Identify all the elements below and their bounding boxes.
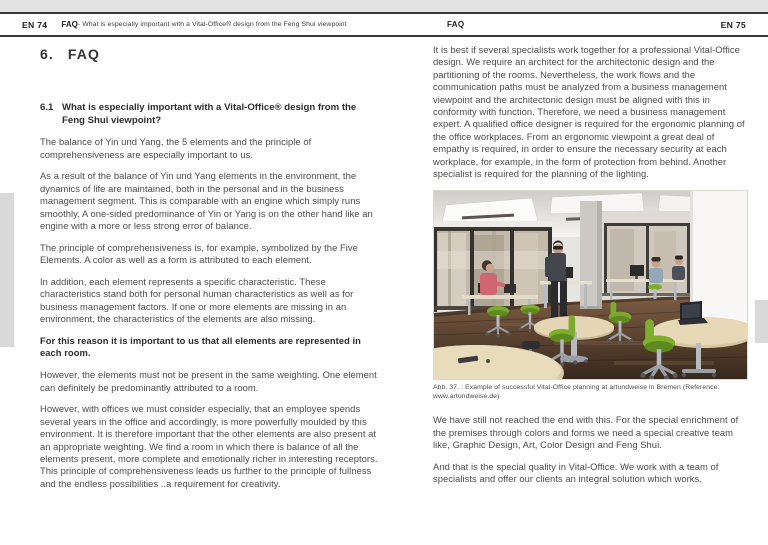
section-heading xyxy=(40,46,378,62)
chapter-tab-right xyxy=(755,300,768,343)
body-paragraph: The principle of comprehensiveness is, for example, symbolized by the Five Elements. A color as well as a form is attributed to each element. xyxy=(40,241,358,266)
body-paragraph: In addition, each element represents a specific characteristic. These characteristics stand both for personal human characteristics as well as for business management factors. If one or more elements are missing in an environment, the characteristics of the elements are also missing. xyxy=(40,276,354,325)
section-heading-number: 6. xyxy=(40,46,54,62)
header-center-title: FAQ xyxy=(447,20,465,29)
header-section-label: FAQ xyxy=(61,20,78,29)
header-center xyxy=(447,14,464,35)
header-left xyxy=(22,14,347,35)
right-page-number: EN 75 xyxy=(720,19,746,30)
body-paragraph: As a result of the balance of Yin und Yang elements in the environment, the dynamics of life are maintained, both in the personal and in the business management segment. This is comparable with an engine which simply runs smoothly. A one-sided predominance of Yin or Yang is on the other hand like an engine with a more or less strong error of balance. xyxy=(40,170,373,232)
office-photo-illustration xyxy=(434,191,747,379)
body-paragraph: And that is the special quality in Vital-Office. We work with a team of specialists and offer our clients an integral solution which works. xyxy=(433,460,719,485)
header-right xyxy=(721,14,746,35)
concrete-pillar xyxy=(580,201,602,309)
subsection-heading xyxy=(40,102,378,127)
left-text-column xyxy=(40,46,378,500)
header-section-subtitle: - What is especially important with a Vital-Office® design from the Feng Shui viewpoint xyxy=(77,21,347,28)
body-paragraph: It is best if several specialists work together for a professional Vital-Office design. We require an architect for the architectonic design and the partitioning of the rooms. Nevertheless, the work flows and the communication paths must be analyzed from a business management viewpoint and the architectonic design must be aligned with this in conformity with function. Therefore, we need a business management expert. A qualified office designer is required for the ergonomic planning of the office workplaces. From an ergonomic viewpoint a great deal of empathy is required, in order to ensure the necessary security at each workplace, for example, in the form of protection from behind. Another specialist is required for the planning of the lighting. xyxy=(433,44,745,180)
body-paragraph: However, the elements must not be present in the same weighting. One element can definitely be predominantly attributed to a room. xyxy=(40,369,377,393)
emphasized-paragraph: For this reason it is important to us that all elements are represented in each room. xyxy=(40,335,361,359)
page-header xyxy=(0,14,768,35)
body-paragraph: However, with offices we must consider especially, that an employee spends several years in the office and accordingly, is more powerfully moulded by this environment. It is therefore important that the other elements are also present at an appropriate weighting. We find a room in which there is balance of all the elements present, more complete and emotionally richer in interesting receptors. This principle of comprehensiveness leads us further to the principle of fullness and the endless possibilities ..a requirement for creativity. xyxy=(40,403,378,489)
page-top-strip xyxy=(0,0,768,12)
right-text-column xyxy=(433,44,748,495)
chapter-tab-left xyxy=(0,193,14,347)
subsection-number: 6.1 xyxy=(40,102,54,113)
header-rule-bottom xyxy=(0,35,768,37)
subsection-title: What is especially important with a Vital-Office® design from the Feng Shui viewpoint? xyxy=(62,102,357,126)
photo-caption: Abb. 37. : Example of successful Vital-Office planning at artundweise in Bremen (Reference: www.artundweise.de) xyxy=(433,383,720,401)
left-page-number: EN 74 xyxy=(22,19,48,30)
body-paragraph: The balance of Yin und Yang, the 5 elements and the principle of comprehensiveness are especially important to us. xyxy=(40,136,312,160)
office-photo xyxy=(433,190,748,380)
section-heading-title: FAQ xyxy=(67,46,100,62)
body-paragraph: We have still not reached the end with this. For the special enrichment of the premises through colors and forms we need a special creative team like, Graphic Design, Art, Color Design and Feng Shui. xyxy=(433,414,739,451)
